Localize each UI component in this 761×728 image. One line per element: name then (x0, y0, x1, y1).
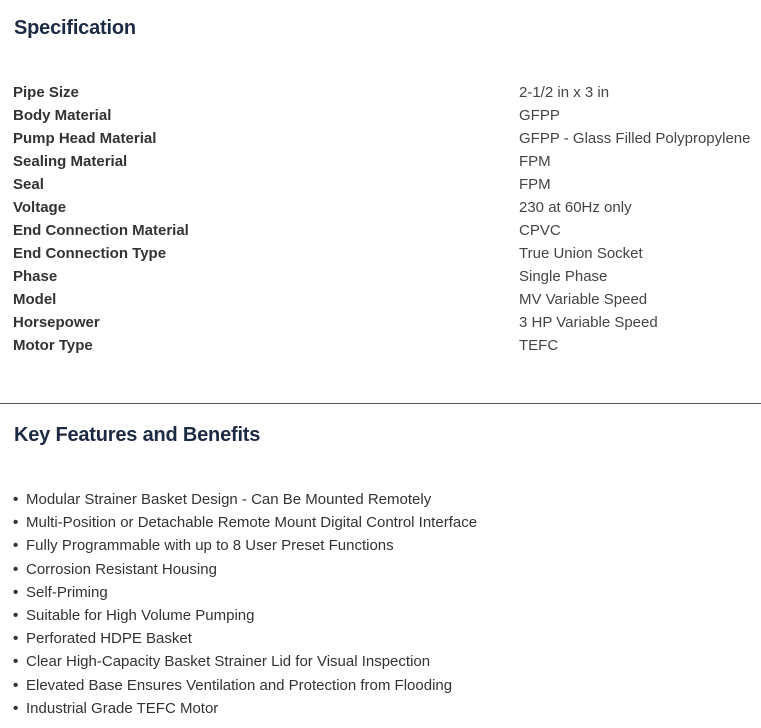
list-item (13, 558, 477, 581)
spec-value: CPVC (519, 222, 561, 239)
section-divider (0, 403, 761, 404)
feature-text: Self-Priming (26, 583, 108, 601)
spec-value: TEFC (519, 337, 559, 354)
spec-row (13, 81, 753, 104)
list-item (13, 674, 477, 697)
spec-value: True Union Socket (519, 245, 643, 262)
spec-value: FPM (519, 176, 551, 193)
list-item (13, 581, 477, 604)
spec-label: End Connection Material (13, 222, 189, 239)
key-features-heading: Key Features and Benefits (14, 424, 261, 446)
spec-row (13, 173, 753, 196)
spec-label: Pump Head Material (13, 130, 157, 147)
feature-text: Industrial Grade TEFC Motor (26, 699, 219, 717)
specification-heading: Specification (14, 17, 136, 39)
spec-value: 2-1/2 in x 3 in (519, 84, 610, 101)
spec-label: Voltage (13, 199, 67, 216)
feature-text: Multi-Position or Detachable Remote Mount Digital Control Interface (26, 514, 478, 532)
spec-value: GFPP - Glass Filled Polypropylene (519, 130, 751, 147)
bullet-icon: • (13, 630, 19, 648)
bullet-icon: • (13, 653, 19, 671)
feature-text: Suitable for High Volume Pumping (26, 607, 255, 625)
spec-row (13, 288, 753, 311)
list-item (13, 488, 477, 511)
spec-label: Seal (13, 176, 44, 193)
spec-label: Sealing Material (13, 153, 128, 170)
list-item (13, 604, 477, 627)
spec-value: GFPP (519, 107, 560, 124)
spec-row (13, 150, 753, 173)
bullet-icon: • (13, 607, 19, 625)
spec-value: Single Phase (519, 268, 608, 285)
list-item (13, 511, 477, 534)
feature-text: Elevated Base Ensures Ventilation and Protection from Flooding (26, 676, 453, 694)
spec-row (13, 265, 753, 288)
list-item (13, 697, 477, 720)
spec-value: FPM (519, 153, 551, 170)
feature-text: Corrosion Resistant Housing (26, 560, 217, 578)
spec-label: Model (13, 291, 57, 308)
key-features-list (13, 488, 477, 720)
feature-text: Modular Strainer Basket Design - Can Be Mounted Remotely (26, 491, 432, 508)
spec-value: 3 HP Variable Speed (519, 314, 658, 331)
bullet-icon: • (13, 491, 19, 508)
spec-value: MV Variable Speed (519, 291, 648, 308)
bullet-icon: • (13, 676, 19, 694)
spec-row (13, 196, 753, 219)
spec-row (13, 104, 753, 127)
spec-label: Phase (13, 268, 58, 285)
spec-row (13, 242, 753, 265)
feature-text: Fully Programmable with up to 8 User Preset Functions (26, 537, 394, 555)
list-item (13, 534, 477, 557)
spec-label: Pipe Size (13, 84, 79, 101)
spec-row (13, 219, 753, 242)
list-item (13, 627, 477, 650)
spec-label: Motor Type (13, 337, 93, 354)
spec-value: 230 at 60Hz only (519, 199, 632, 216)
list-item (13, 650, 477, 673)
spec-row (13, 127, 753, 150)
spec-label: End Connection Type (13, 245, 167, 262)
specification-table (13, 81, 753, 357)
bullet-icon: • (13, 560, 19, 578)
bullet-icon: • (13, 537, 19, 555)
spec-row (13, 311, 753, 334)
spec-label: Body Material (13, 107, 112, 124)
bullet-icon: • (13, 699, 19, 717)
bullet-icon: • (13, 514, 19, 532)
feature-text: Perforated HDPE Basket (26, 630, 192, 648)
spec-label: Horsepower (13, 314, 100, 331)
spec-row (13, 334, 753, 357)
bullet-icon: • (13, 583, 19, 601)
feature-text: Clear High-Capacity Basket Strainer Lid for Visual Inspection (26, 653, 431, 671)
